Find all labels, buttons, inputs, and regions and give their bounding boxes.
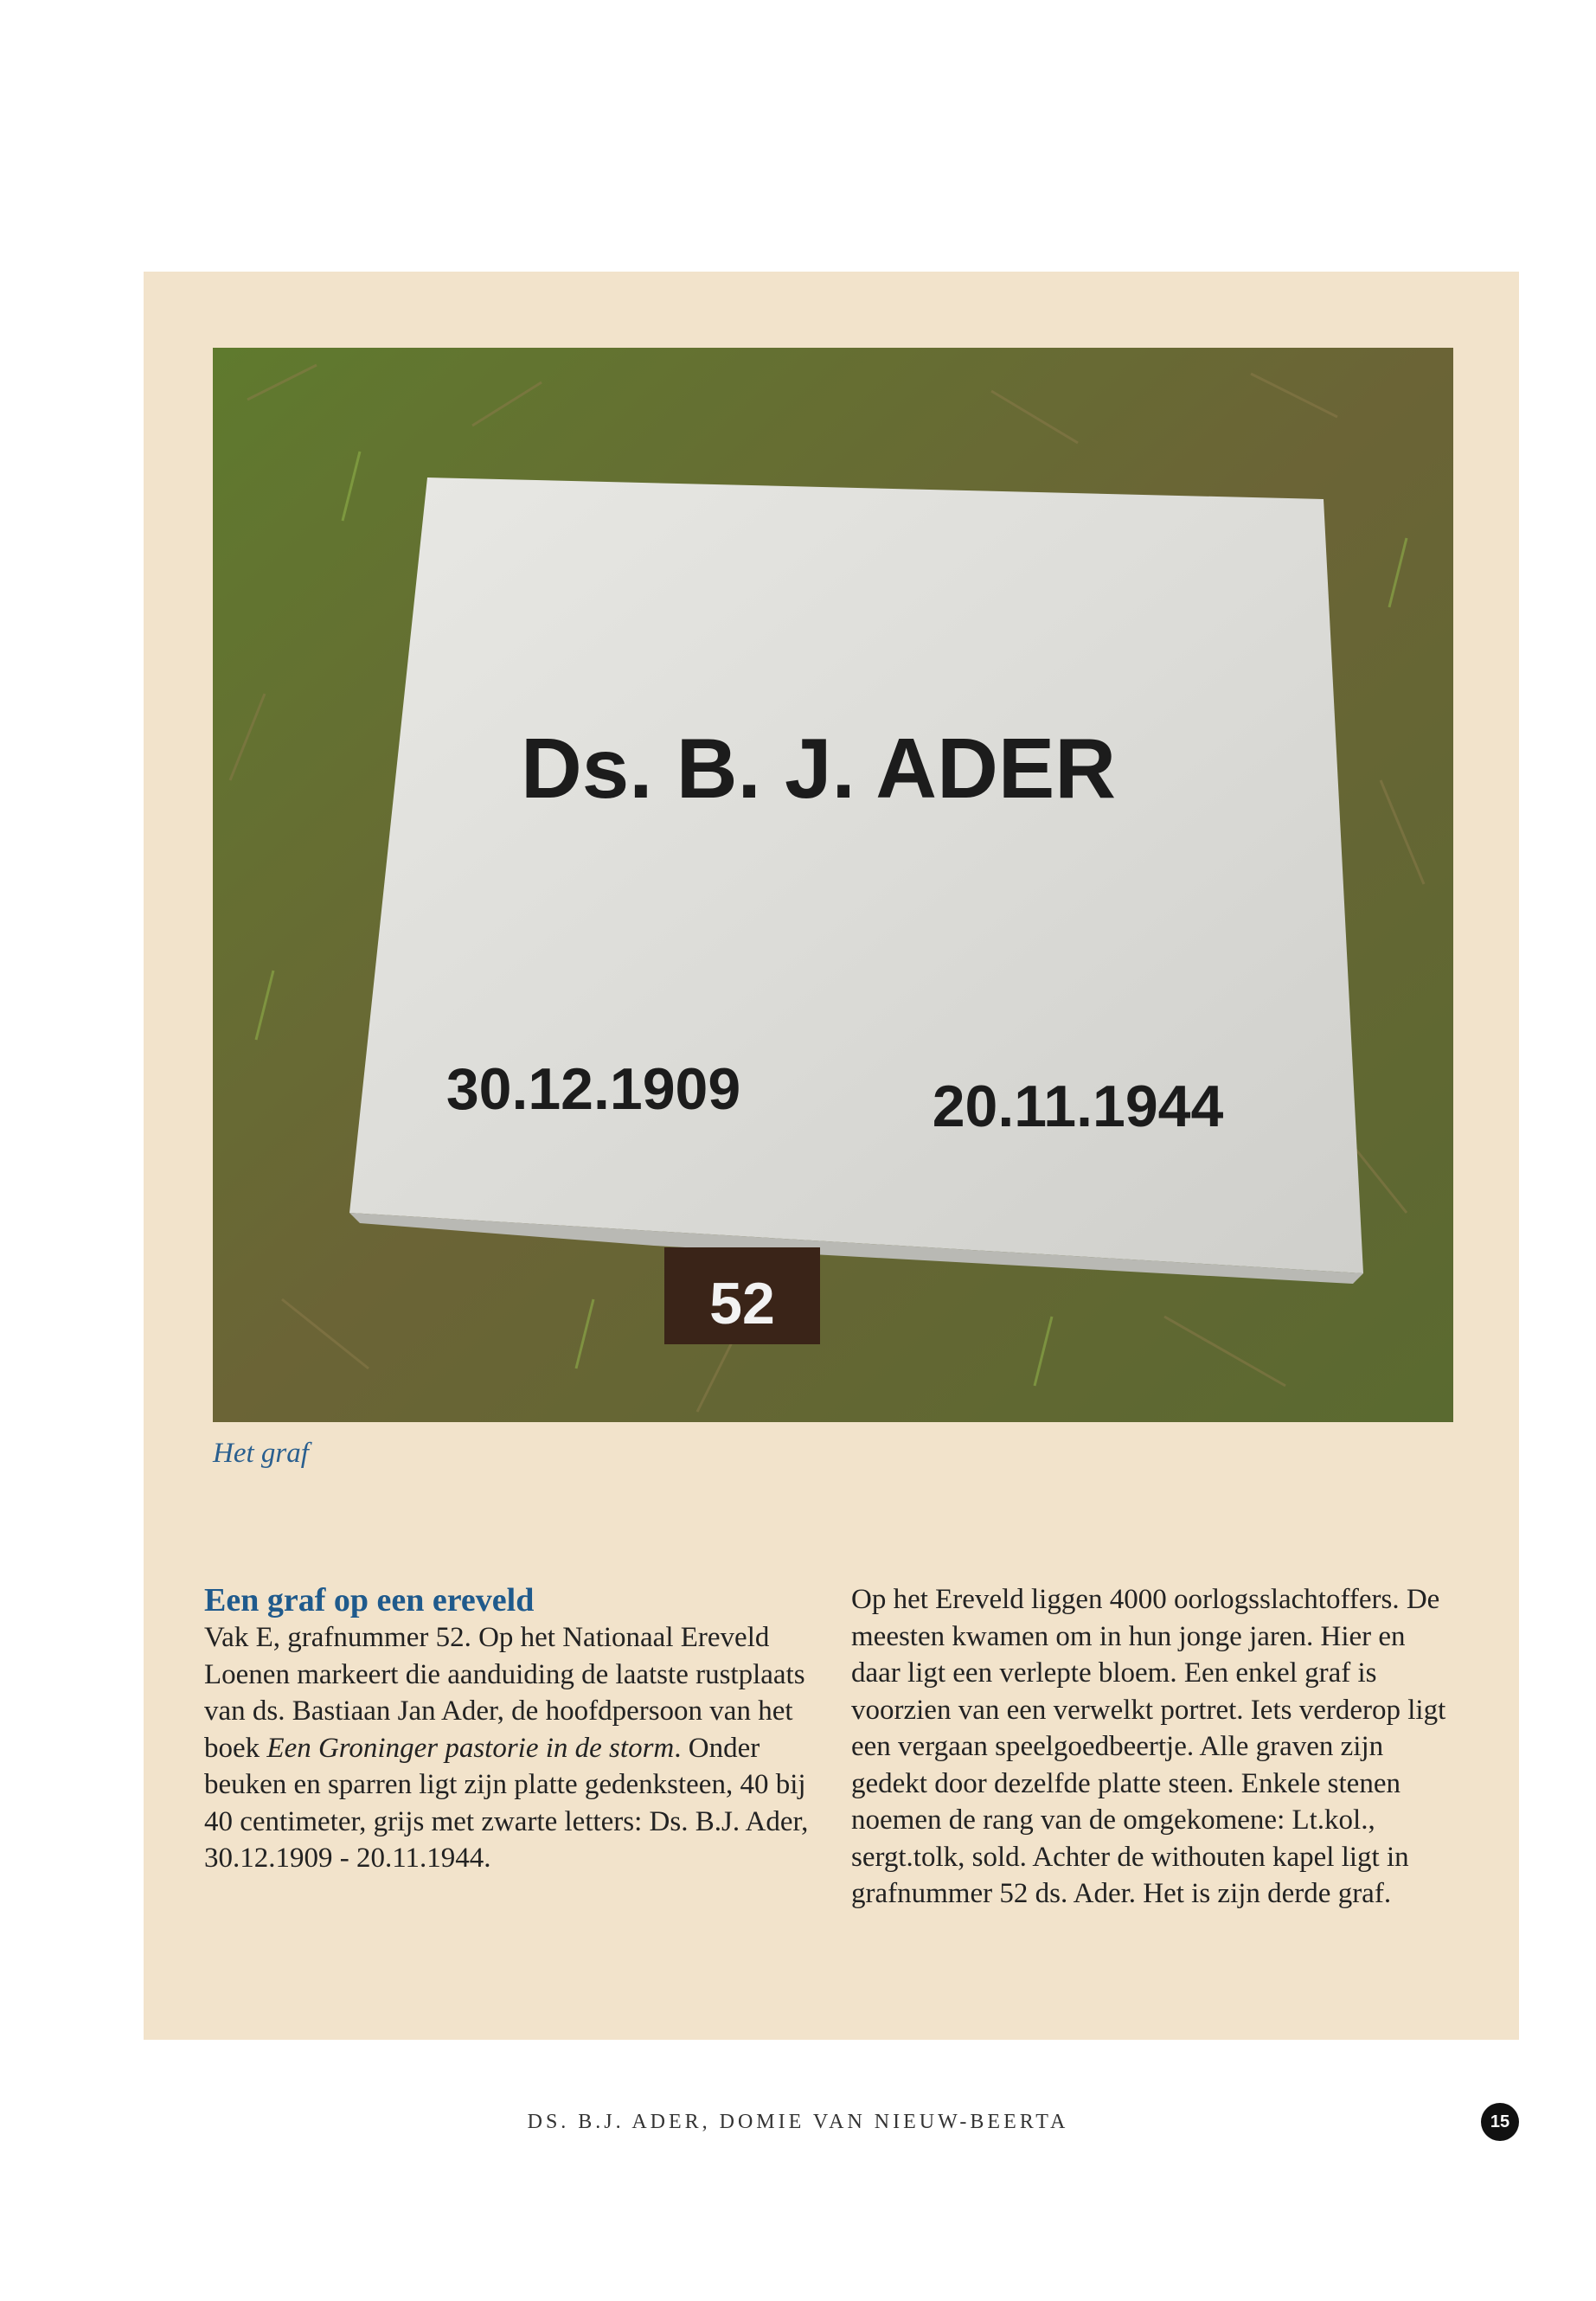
grave-photo <box>213 348 1453 1422</box>
article-left-column <box>204 1581 814 1877</box>
article-right-paragraph: Op het Ereveld liggen 4000 oorlogsslachtoffers. De meesten kwamen om in hun jonge jaren. Hier en daar ligt een verlepte bloem. Een enkel graf is voorzien van een verwelkt portret. Iets verderop ligt een vergaan speelgoedbeertje. Alle graven zijn gedekt door dezelfde platte steen. Enkele stenen noemen de rang van de omgekomene: Lt.kol., sergt.tolk, sold. Achter de withouten kapel ligt in grafnummer 52 ds. Ader. Het is zijn derde graf. <box>851 1584 1446 1909</box>
content-panel <box>144 272 1519 2040</box>
book-title: Een Groninger pastorie in de storm <box>266 1732 675 1764</box>
running-footer-title: DS. B.J. ADER, DOMIE VAN NIEUW-BEERTA <box>527 2111 1069 2133</box>
page-number-badge: 15 <box>1481 2103 1519 2141</box>
left-text-2: . Onder beuken en sparren ligt zijn platte gedenksteen, 40 bij 40 centimeter, grijs met zwarte letters: Ds. B.J. Ader, 30.12.1909 - 20.11.1944. <box>204 1732 809 1874</box>
article-right-column <box>851 1581 1461 1913</box>
article-heading: Een graf op een ereveld <box>204 1582 535 1618</box>
grave-number: 52 <box>709 1271 775 1336</box>
photo-caption: Het graf <box>213 1438 309 1469</box>
stone-date-death: 20.11.1944 <box>932 1074 1224 1139</box>
left-text-1: Vak E, grafnummer 52. Op het Nationaal Ereveld Loenen markeert die aanduiding de laatste rustplaats van ds. Bastiaan Jan Ader, de hoofdpersoon van het boek <box>204 1622 805 1764</box>
stone-date-birth: 30.12.1909 <box>445 1056 741 1122</box>
stone-name: Ds. B. J. ADER <box>521 721 1116 816</box>
article-left-paragraph <box>204 1619 814 1877</box>
